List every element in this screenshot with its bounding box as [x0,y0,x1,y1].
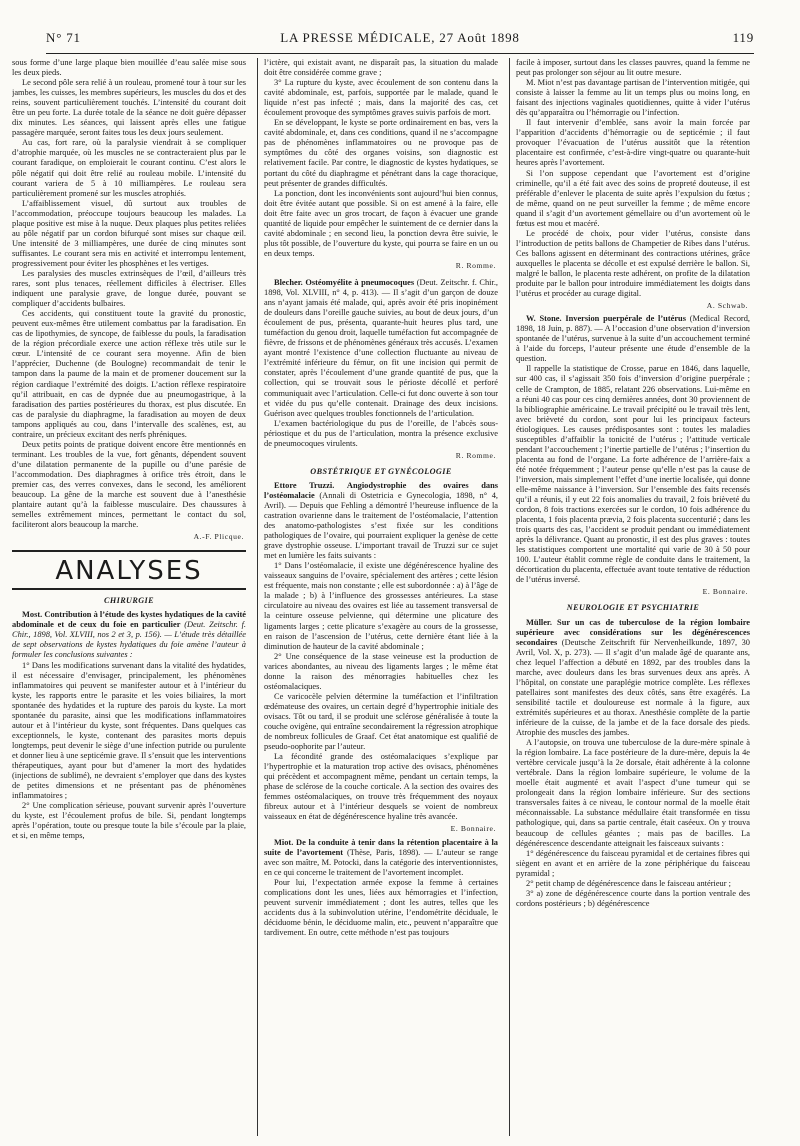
paragraph: Le second pôle sera relié à un rouleau, promené tour à tour sur les jambes, les cuisses, les membres supérieurs, les muscles du dos et des reins, souvent particulièrement touchés. L’intensité du courant doit être un peu forte. La durée totale de la séance ne doit guère dépasser dix minutes. Les séances, qui laissent après elles une fatigue passagère marquée, seront faites tous les deux jours seulement. [12,78,246,138]
analyses-title: ANALYSES [55,556,203,587]
abstract-entry [264,278,498,419]
abstract-author: Blecher. [274,277,303,287]
paragraph: L’examen bactériologique du pus de l’oreille, de l’abcès sous-périostique et du pus de l’articulation, montra la présence exclusive de pneumocoques virulents. [264,418,498,448]
paragraph: Les paralysies des muscles extrinsèques de l’œil, d’ailleurs très rares, sont plus tenaces, réellement difficiles à électriser. Elles indiquent une paralysie grave, de longue durée, pouvant se compliquer d’accidents bulbaires. [12,268,246,309]
section-heading-obstetrique: OBSTÉTRIQUE ET GYNÉCOLOGIE [310,466,452,476]
author-signature: R. Romme. [455,450,496,460]
paragraph: 3° a) zone de dégénérescence courte dans la portion ventrale des cordons postérieurs ; b) dégénérescence [516,888,750,908]
column-middle [264,58,498,1133]
column-left [12,58,246,1133]
abstract-author: W. Stone. [526,314,562,324]
paragraph: En se développant, le kyste se porte ordinairement en bas, vers la cavité abdominale, et, dans ces conditions, quand il ne s’accompagne pas de phénomènes inflammatoires ou ne provoque pas de symptômes du côté des organes voisins, son diagnostic est relativement facile. Par contre, le diagnostic de kystes hydatiques, se portant du côté du diaphragme et pénétrant dans la cage thoracique, peut présenter de grandes difficultés. [264,118,498,188]
abstract-body: (Medical Record, 1898, 18 Juin, p. 887). — A l’occasion d’une observation d’inversion spontanée de l’utérus, survenue à la suite d’un accouchement terminé à l’aide du forceps, l’auteur présente une étude d’ensemble de la question. [516,314,750,364]
abstract-body: (Deut. Zeitschr. f. Chir., 1898, Vol. XLVIII, n° 4, p. 413). — Il s’agit d’un garçon de douze ans n’ayant jamais été malade, qui, après avoir été pris inopinément de douleurs dans l’oreille gauche suivies, au bout de deux jours, d’un écoulement de pus, présenta, quarante-huit heures plus tard, une tuméfaction du genou droit, laquelle tuméfaction fut accompagnée de fièvre, de frissons et de phénomènes généraux très accusés. L’examen ayant montré l’existence d’une collection fluctuante au niveau de l’extrémité inférieure du fémur, on fit une incision qui permit de constater, après l’écoulement d’une grande quantité de pus, que la collection, qui se trouvait sous le périoste décollé et perforé communiquait avec l’articulation. Celle-ci fut donc ouverte à son tour et vidée du pus qu’elle contenait. Drainage des deux incisions. Guérison avec quelques troubles fonctionnels de l’articulation. [264,277,498,418]
paragraph: Ce varicocèle pelvien détermine la tuméfaction et l’infiltration œdémateuse des ovaires, un certain degré d’hypertrophie initiale des ovisacs. Tôt ou tard, il se produit une sclérose généralisée à toute la couche ovigène, qui entraîne secondairement la régression atrophique de nombreux follicules de Graaf. Cet état anatomique est qualifié de pseudo-oophorite par l’auteur. [264,691,498,752]
paragraph: sous forme d’une large plaque bien mouillée d’eau salée mise sous les deux pieds. [12,58,246,78]
abstract-entry [12,610,246,660]
paragraph: 2° Une conséquence de la stase veineuse est la production de varices abondantes, au niveau des ligaments larges ; le même état donne la raison des ménorragies habituelles chez les ostéomalaciques. [264,651,498,691]
abstract-author: Most. [22,610,43,620]
paragraph: 1° Dans l’ostéomalacie, il existe une dégénérescence hyaline des vaisseaux sanguins de l’ovaire, spécialement des artères ; cette lésion est fréquente, mais non constante ; elle est subordonnée : a) à l’âge de la malade ; b) à l’influence des grossesses antérieures. La stase circulatoire au niveau des ovaires est liée au tassement transversal de la ceinture osseuse pelvienne, qui détermine une plicature des ligaments larges ; cette plicature s’exagère au cours de la grossesse, en raison de l’ascension de l’utérus, cette dernière étant liée à la diminution de hauteur de la cavité abdominale ; [264,561,498,651]
paragraph: Deux petits points de pratique doivent encore être mentionnés en terminant. Les troubles de la vue, fort gênants, dépendent souvent d’une dilatation permanente de la pupille ou d’une parésie de l’accommodation. Des diaphragmes à orifice très étroit, dans le premier cas, des verres convexes, dans le second, les améliorent beaucoup. La gêne de la marche est souvent due à l’anesthésie plantaire autant qu’à la faiblesse musculaire. Des chaussures à semelles extrêmement minces, permettant le contact du sol, faciliteront alors beaucoup la marche. [12,439,246,530]
paragraph: 1° Dans les modifications survenant dans la vitalité des hydatides, il est nécessaire d’envisager, principalement, les phénomènes inflammatoires qui peuvent se manifester autour et à l’intérieur du kyste, les rapports entre le parasite et les voies biliaires, la mort spontanée des hydatides et la rupture des parois du kyste. La mort spontanée du parasite, ainsi que les modifications inflammatoires autour et à l’intérieur du kyste, sont fréquentes. Dans quelques cas exceptionnels, le kyste, contenant des parasites morts depuis longtemps, peut devenir le siège d’une infection putride ou purulente et donner lieu à une septicémie grave. Il s’ensuit que les interventions thérapeutiques, ayant pour but d’amener la mort des hydatides (injections de sublimé), ne devraient s’employer que dans des kystes de petites dimensions et ne présentant pas de phénomènes inflammatoires ; [12,660,246,801]
paragraph: Si l’on suppose cependant que l’avortement est d’origine criminelle, qu’il a été fait avec des soins de propreté douteuse, il est préférable d’enlever le placenta de suite après l’expulsion du fœtus ; de même, quand on ne peut surveiller la femme ; de même encore quand il s’agit d’un avortement gémellaire ou d’un avortement où le fœtus est mou et macéré. [516,168,750,228]
page-header [46,30,754,52]
column-divider [257,58,258,1136]
abstract-body: (Thèse, Paris, 1898). — L’auteur se range avec son maître, M. Potocki, dans la catégorie des interventionnistes, en ce qui concerne le traitement de l’avortement incomplet. [264,847,498,877]
abstract-reference: (Deut. Zeitschr. f. Chir., 1898, Vol. XLVIII, nos 2 et 3, p. 156). — L’étude très détaillée de sept observations de kystes hydatiques du foie amène l’auteur à formuler les conclusions suivantes : [12,620,246,660]
abstract-title: Contribution à l’étude des kystes hydatiques de la cavité abdominale et de ceux du foie en particulier [12,610,246,630]
abstract-author: Miot. [274,837,294,847]
abstract-entry [516,314,750,364]
paragraph: facile à imposer, surtout dans les classes pauvres, quand la femme ne peut pas prolonger son séjour au lit outre mesure. [516,58,750,78]
paragraph: l’ictère, qui existait avant, ne disparaît pas, la situation du malade doit être considérée comme grave ; [264,58,498,78]
paragraph: M. Miot n’est pas davantage partisan de l’intervention mitigée, qui consiste à laisser la femme au lit un temps plus ou moins long, en faisant des injections vaginales quotidiennes, quitte à vider l’utérus dès qu’apparaîtra ou l’hémorragie ou l’infection. [516,78,750,118]
paragraph: Il rappelle la statistique de Crosse, parue en 1846, dans laquelle, sur 400 cas, il s’agissait 350 fois d’inversion d’origine puerpérale ; celle de Crampton, de 1885, relatant 226 observations. Lui-même en a réuni 40 cas pour ces cinq dernières années, dont 30 proviennent de la bibliographie américaine. Le travail précipité ou le travail très lent, avec brièveté du cordon, sont pour lui les principaux facteurs étiologiques. Les causes prédisposantes sont : toutes les maladies susceptibles d’affaiblir la tonicité de l’utérus ; l’attitude verticale pendant l’accouchement ; l’inertie partielle de l’utérus ; l’insertion du placenta au fond de l’organe. La forte adhérence de l’arrière-faix a été notée fréquemment ; l’auteur pense qu’elle n’est pas la cause de l’inversion, mais simplement l’effet d’une inertie localisée, qui donne elle-même naissance à l’inversion. Sur l’ensemble des faits recensés qu’il a réunis, il y eut 22 fois anomalies du travail, 2 fois brièveté du cordon, 8 fois tractions exercées sur le cordon, 10 fois adhérence du placenta, 1 fois placenta prævia, 2 fois placenta succenturié ; dans les trois quarts des cas, l’accident se produit pendant ou immédiatement après la délivrance. Quant au pronostic, il est des plus graves : toutes les statistiques comportent une mortalité qui varie de 30 à 50 pour 100. L’auteur établit comme règle de conduite dans le traitement, la décortication du placenta, effectuée avant toute tentative de réduction de l’utérus inversé. [516,364,750,585]
abstract-title: Inversion puerpérale de l’utérus [565,314,686,324]
paragraph: La fécondité grande des ostéomalaciques s’explique par l’hypertrophie et la maturation trop active des ovisacs, phénomènes qui précèdent et accompagnent même, pendant un certain temps, la phase de sclérose de la couche corticale. A la section des ovaires des femmes ostéomalaciques, on trouve très fréquemment des noyaux fibreux autour et à l’intérieur desquels se voient de nombreux vaisseaux en état de dégénérescence hyaline très avancée. [264,752,498,822]
paragraph: 2° Une complication sérieuse, pouvant survenir après l’ouverture du kyste, est l’écoulement profus de bile. Si, pendant longtemps après l’opération, toute ou presque toute la bile s’écoule par la plaie, et si, en même temps, [12,801,246,841]
abstract-body: (Deutsche Zeitschrift für Nervenheilkunde, 1897, 30 Avril, Vol. X, p. 273). — Il s’agit d’un malade âgé de quarante ans, chez lequel l’affection a débuté en 1892, par des troubles dans la marche, avec douleurs dans les bras survenues deux ans après. A l’hôpital, on constate une paraplégie motrice complète. Les réflexes patellaires sont manifestes des deux côtés, sans être exagérés. La sensibilité tactile et douloureuse est normale à la figure, aux extrémités supérieures et au thorax. Anesthésie complète de la partie inférieure de la cuisse, de la jambe et de la face dorsale des pieds. Atrophie des muscles des jambes. [516,637,750,738]
paragraph: 2° petit champ de dégénérescence dans le faisceau antérieur ; [526,878,731,888]
paragraph: Au cas, fort rare, où la paralysie viendrait à se compliquer d’atrophie marquée, où les muscles ne se contracteraient plus par le courant faradique, on emploierait le courant continu. C’est alors le pôle négatif qui doit être relié au rouleau mobile. L’intensité du courant variera de 5 à 10 milliampères. Le rouleau sera particulièrement promené sur les muscles atrophiés. [12,138,246,198]
page-number: 119 [732,30,754,45]
author-signature: A. Schwab. [706,301,748,311]
abstract-entry [516,618,750,739]
column-right [516,58,750,1133]
abstract-title: Ostéomyélite à pneumocoques [305,277,415,287]
abstract-entry [264,481,498,561]
author-signature: E. Bonnaire. [450,824,496,834]
header-rule [46,53,754,54]
paragraph: Ces accidents, qui constituent toute la gravité du pronostic, peuvent eux-mêmes être utilement combattus par la faradisation. En cas de lipothymies, de syncope, de faiblesse du pouls, la faradisation de la région précordiale exerce une action réflexe très utile sur le cœur. L’intensité de ce courant sera moyenne. Afin de bien l’apprécier, Duchenne (de Boulogne) recommandait de tenir le tampon dans la paume de la main et de promener doucement sur la région cardiaque l’extrémité des doigts. L’action réflexe respiratoire qu’il attribuait, en cas de dypnée due au pneumogastrique, à la faradisation des parties postérieures du thorax, est plus discutée. En cas de paralysie du diaphragme, la faradisation au moyen de deux tampons appliqués au cou, dans l’intervalle des scalènes, est, au contraire, un précieux excitant des nerfs phréniques. [12,309,246,439]
paragraph: Pour lui, l’expectation armée expose la femme à certaines complications dont les unes, liées aux hémorragies et l’infection, peuvent survenir immédiatement ; dont les autres, telles que les accidents dus à la subinvolution utérine, l’endométrite déciduale, le déciduome bénin, le déciduome malin, etc., peuvent n’apparaître que tardivement. En outre, cette méthode n’est pas toujours [264,877,498,937]
section-heading-chirurgie: CHIRURGIE [103,596,154,606]
paragraph: A l’autopsie, on trouva une tuberculose de la dure-mère spinale à la région lombaire. La face postérieure de la dure-mère, depuis la 4e vertèbre cervicale jusqu’à la 2e dorsale, était adhérente à la colonne vertébrale. Dans la région lombaire supérieure, le volume de la moelle était augmenté et avait l’aspect d’une tumeur qui se prolongeait dans la région lombaire inférieure. Sur des sections transversales faites à ce niveau, le contour normal de la moelle était méconnaissable. La substance médullaire était transformée en tissu pathologique, qui, dans sa partie centrale, était caséeux. On y trouva beaucoup de cellules géantes ; mais pas de bacilles. La dégénérescence descendante atteignait les faisceaux suivants : [516,738,750,848]
abstract-body: (Annali di Ostetricia e Gynecologia, 1898, n° 4, Avril). — Depuis que Fehling a démontré l’heureuse influence de la castration ovarienne dans le traitement de l’ostéomalacie, l’attention des anatomo-pathologistes s’est fixée sur les conditions pathologiques de l’ovaire, qui pourraient expliquer la genèse de cette grave dystrophie osseuse. L’important travail de Truzzi sur ce sujet met en lumière les faits suivants : [264,490,498,561]
abstract-author: Ettore Truzzi. [274,480,335,490]
author-signature: A.-F. Plicque. [193,532,244,542]
paragraph: Le procédé de choix, pour vider l’utérus, consiste dans l’introduction de petits ballons de Champetier de Ribes dans l’utérus. Ces ballons agissent en déterminant des contractions utérines, grâce auxquelles le placenta se décolle et est expulsé derrière le ballon. Si, malgré le ballon, le placenta reste adhérent, on profite de la dilatation produite par le ballon pour introduire immédiatement les doigts dans l’utérus et procéder au curage digital. [516,228,750,299]
paragraph: Il faut intervenir d’emblée, sans avoir la main forcée par l’apparition d’accidents d’hémorragie ou de septicémie ; il faut provoquer l’évacuation de l’utérus aussitôt que la rétention placentaire est confirmée, c’est-à-dire vingt-quatre ou quarante-huit heures après l’avortement. [516,118,750,168]
paragraph: La ponction, dont les inconvénients sont aujourd’hui bien connus, doit être évitée autant que possible. Si on est amené à la faire, elle doit être faite avec un gros trocart, de façon à évacuer une grande quantité de liquide pour empêcher le suintement de ce dernier dans la cavité abdominale ; en second lieu, la ponction devra être suivie, le plus tôt possible, de l’ouverture du kyste, qui pourra se faire en un ou en deux temps. [264,188,498,258]
abstract-title: Angiodystrophie des ovaires dans l’ostéomalacie [264,480,498,500]
section-heading-neurologie: NEUROLOGIE ET PSYCHIATRIE [566,603,700,613]
analyses-banner [12,550,246,590]
paragraph: 1° dégénérescence du faisceau pyramidal et de certaines fibres qui siègent en avant et en arrière de la zone périphérique du faisceau pyramidal ; [516,848,750,878]
paragraph: 3° La rupture du kyste, avec écoulement de son contenu dans la cavité abdominale, est, parfois, supportée par le malade, quand le liquide n’est pas infecté ; mais, dans la majorité des cas, cet écoulement provoque des symptômes graves suivis parfois de mort. [264,78,498,118]
column-divider [509,58,510,1136]
abstract-entry [264,838,498,878]
issue-number: N° 71 [46,30,81,45]
abstract-author: Müller. [526,617,552,627]
abstract-title: De la conduite à tenir dans la rétention placentaire à la suite de l’avortement [264,837,498,857]
journal-title: LA PRESSE MÉDICALE, 27 Août 1898 [280,30,520,45]
abstract-title: Sur un cas de tuberculose de la région lombaire supérieure avec considérations sur les dégénérescences secondaires [516,617,750,647]
author-signature: R. Romme. [455,260,496,270]
author-signature: E. Bonnaire. [702,587,748,597]
paragraph: L’affaiblissement visuel, dû surtout aux troubles de l’accommodation, préoccupe toujours beaucoup les malades. La plaque positive est mise à la nuque. Deux plaques plus petites reliées au pôle négatif par un cordon bifurqué sont mises sur chaque œil. Une intensité de 3 milliampères, une durée de cinq minutes sont suffisantes. Le courant sera mis en activité et interrompu lentement, progressivement pour éviter les phosphènes et les vertiges. [12,198,246,268]
